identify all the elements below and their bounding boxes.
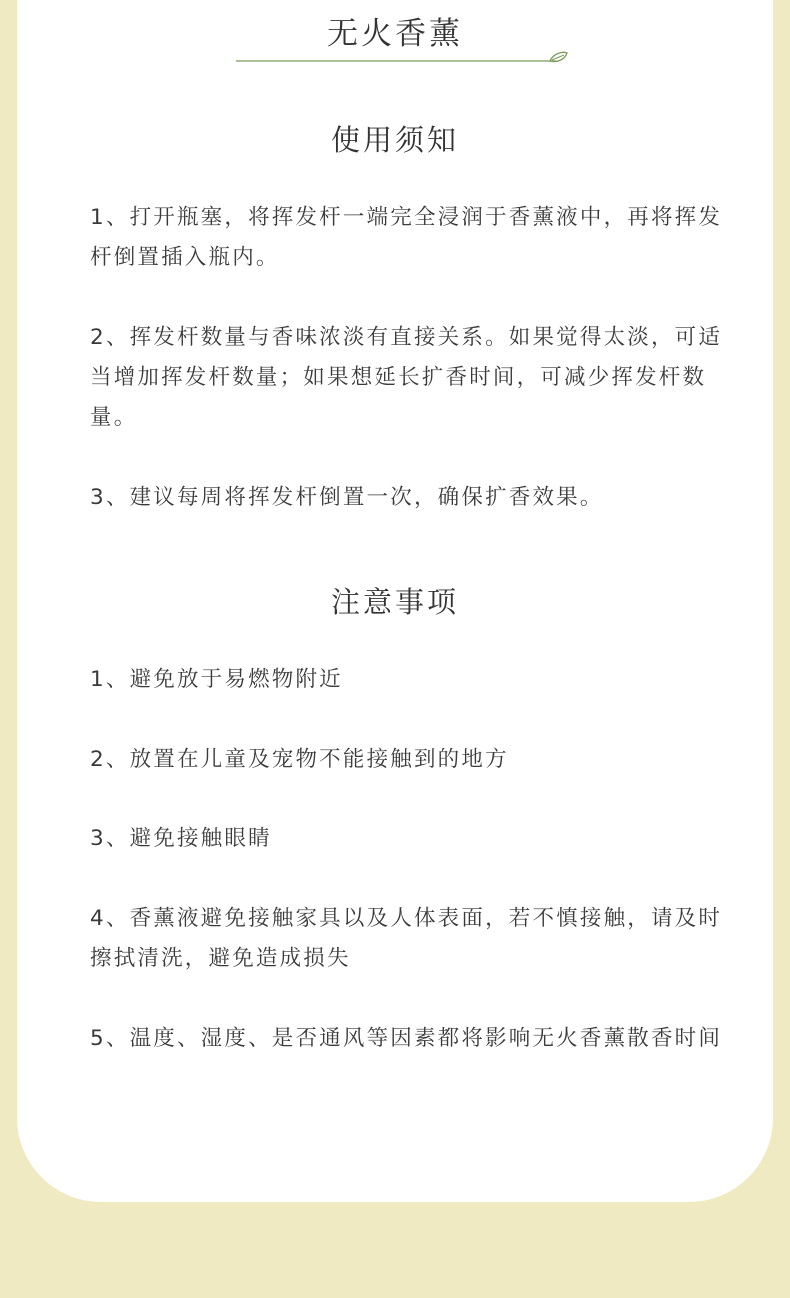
usage-heading: 使用须知 xyxy=(330,123,459,157)
page-title: 无火香薰 xyxy=(327,16,463,52)
notes-item-1: 1、避免放于易燃物附近 xyxy=(90,667,343,692)
notes-item-2: 2、放置在儿童及宠物不能接触到的地方 xyxy=(90,747,509,772)
leaf-divider-icon xyxy=(234,46,570,70)
notes-item-3: 3、避免接触眼睛 xyxy=(90,826,272,851)
usage-item-3: 3、建议每周将挥发杆倒置一次，确保扩香效果。 xyxy=(90,485,604,510)
usage-item-1: 1、打开瓶塞，将挥发杆一端完全浸润于香薰液中，再将挥发杆倒置插入瓶内。 xyxy=(90,205,723,270)
usage-item-2: 2、挥发杆数量与香味浓淡有直接关系。如果觉得太淡，可适当增加挥发杆数量；如果想延长扩香时间，可减少挥发杆数量。 xyxy=(90,325,723,430)
notes-item-5: 5、温度、湿度、是否通风等因素都将影响无火香薰散香时间 xyxy=(90,1026,723,1051)
notes-heading: 注意事项 xyxy=(330,585,459,619)
notes-item-4: 4、香薰液避免接触家具以及人体表面，若不慎接触，请及时擦拭清洗，避免造成损失 xyxy=(90,906,723,971)
